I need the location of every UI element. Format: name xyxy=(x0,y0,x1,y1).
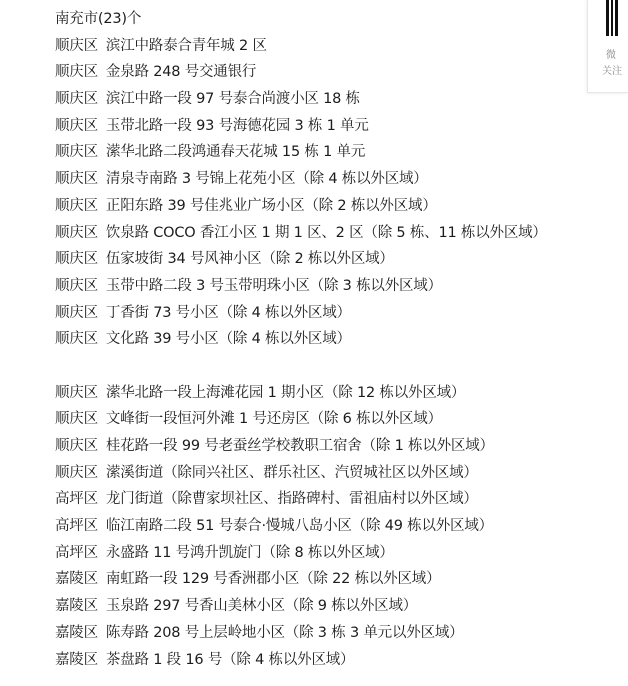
address-text: 潆溪街道（除同兴社区、群乐社区、汽贸城社区以外区域） xyxy=(105,464,478,481)
address-text: 玉带中路二段 3 号玉带明珠小区（除 3 栋以外区域） xyxy=(105,277,442,294)
address-group-1 xyxy=(55,33,580,353)
district-name: 顺庆区 xyxy=(55,464,98,481)
list-item xyxy=(55,620,580,647)
list-item xyxy=(55,406,580,433)
list-item xyxy=(55,139,580,166)
district-name: 顺庆区 xyxy=(55,91,98,108)
district-name: 顺庆区 xyxy=(55,438,98,454)
follow-panel[interactable] xyxy=(587,0,628,93)
district-name: 顺庆区 xyxy=(55,37,98,54)
address-text: 陈寿路 208 号上层岭地小区（除 3 栋 3 单元以外区域） xyxy=(105,624,464,641)
district-name: 高坪区 xyxy=(55,491,98,508)
district-name: 顺庆区 xyxy=(55,171,98,188)
address-text: 潆华北路二段鸿通春天花城 15 栋 1 单元 xyxy=(105,144,366,161)
address-text: 临江南路二段 51 号泰合·慢城八岛小区（除 49 栋以外区域） xyxy=(105,518,493,535)
address-text: 潆华北路一段上海滩花园 1 期小区（除 12 栋以外区域） xyxy=(105,384,466,401)
list-item xyxy=(55,33,580,60)
address-text: 饮泉路 COCO 香江小区 1 期 1 区、2 区（除 5 栋、11 栋以外区域） xyxy=(105,224,547,241)
district-name: 顺庆区 xyxy=(55,117,98,134)
list-item xyxy=(55,326,580,353)
list-header: 南充市(23)个 xyxy=(55,11,142,27)
address-text: 玉泉路 297 号香山美林小区（除 9 栋以外区域） xyxy=(105,598,418,615)
district-name: 嘉陵区 xyxy=(55,571,98,588)
district-name: 顺庆区 xyxy=(55,64,98,81)
address-text: 清泉寺南路 3 号锦上花苑小区（除 4 栋以外区域） xyxy=(105,171,428,188)
address-text: 南虹路一段 129 号香洲郡小区（除 22 栋以外区域） xyxy=(105,571,441,588)
address-text: 玉带北路一段 93 号海德花园 3 栋 1 单元 xyxy=(105,117,369,134)
district-name: 顺庆区 xyxy=(55,411,98,428)
list-item xyxy=(55,486,580,513)
district-name: 顺庆区 xyxy=(55,144,98,161)
address-text: 丁香街 73 号小区（除 4 栋以外区域） xyxy=(105,304,351,321)
district-name: 顺庆区 xyxy=(55,251,98,268)
list-item xyxy=(55,647,580,674)
district-name: 高坪区 xyxy=(55,518,98,535)
address-text: 滨江中路泰合青年城 2 区 xyxy=(105,37,267,54)
address-text: 滨江中路一段 97 号泰合尚渡小区 18 栋 xyxy=(105,91,360,108)
address-text: 龙门街道（除曹家坝社区、指路碑村、雷祖庙村以外区域） xyxy=(105,491,478,508)
list-item xyxy=(55,300,580,327)
address-text: 茶盘路 1 段 16 号（除 4 栋以外区域） xyxy=(105,651,355,668)
district-name: 嘉陵区 xyxy=(55,624,98,641)
list-item xyxy=(55,220,580,247)
list-item xyxy=(55,593,580,620)
address-text: 桂花路一段 99 号老蚕丝学校教职工宿舍（除 1 栋以外区域） xyxy=(105,438,494,454)
district-name: 顺庆区 xyxy=(55,304,98,321)
list-item xyxy=(55,460,580,487)
address-text: 金泉路 248 号交通银行 xyxy=(105,64,257,81)
list-item xyxy=(55,166,580,193)
address-text: 文峰街一段恒河外滩 1 号还房区（除 6 栋以外区域） xyxy=(105,411,442,428)
qr-code-icon xyxy=(606,0,620,36)
district-name: 顺庆区 xyxy=(55,197,98,214)
address-group-2 xyxy=(55,380,580,674)
list-item xyxy=(55,113,580,140)
list-item xyxy=(55,246,580,273)
district-name: 顺庆区 xyxy=(55,384,98,401)
list-item xyxy=(55,86,580,113)
list-item xyxy=(55,540,580,567)
list-item xyxy=(55,273,580,300)
address-text: 伍家坡街 34 号风神小区（除 2 栋以外区域） xyxy=(105,251,394,268)
list-item xyxy=(55,433,580,460)
address-list xyxy=(55,6,580,673)
list-item xyxy=(55,59,580,86)
list-item xyxy=(55,513,580,540)
district-name: 嘉陵区 xyxy=(55,651,98,668)
district-name: 顺庆区 xyxy=(55,224,98,241)
address-text: 正阳东路 39 号佳兆业广场小区（除 2 栋以外区域） xyxy=(105,197,437,214)
side-label-follow: 关注 xyxy=(602,66,622,77)
side-label-wei: 微 xyxy=(606,50,616,61)
address-text: 永盛路 11 号鸿升凯旋门（除 8 栋以外区域） xyxy=(105,544,394,561)
list-item xyxy=(55,566,580,593)
spacer xyxy=(55,353,580,380)
district-name: 顺庆区 xyxy=(55,331,98,348)
address-text: 文化路 39 号小区（除 4 栋以外区域） xyxy=(105,331,351,348)
list-item xyxy=(55,380,580,407)
district-name: 高坪区 xyxy=(55,544,98,561)
district-name: 顺庆区 xyxy=(55,277,98,294)
district-name: 嘉陵区 xyxy=(55,598,98,615)
list-item xyxy=(55,193,580,220)
